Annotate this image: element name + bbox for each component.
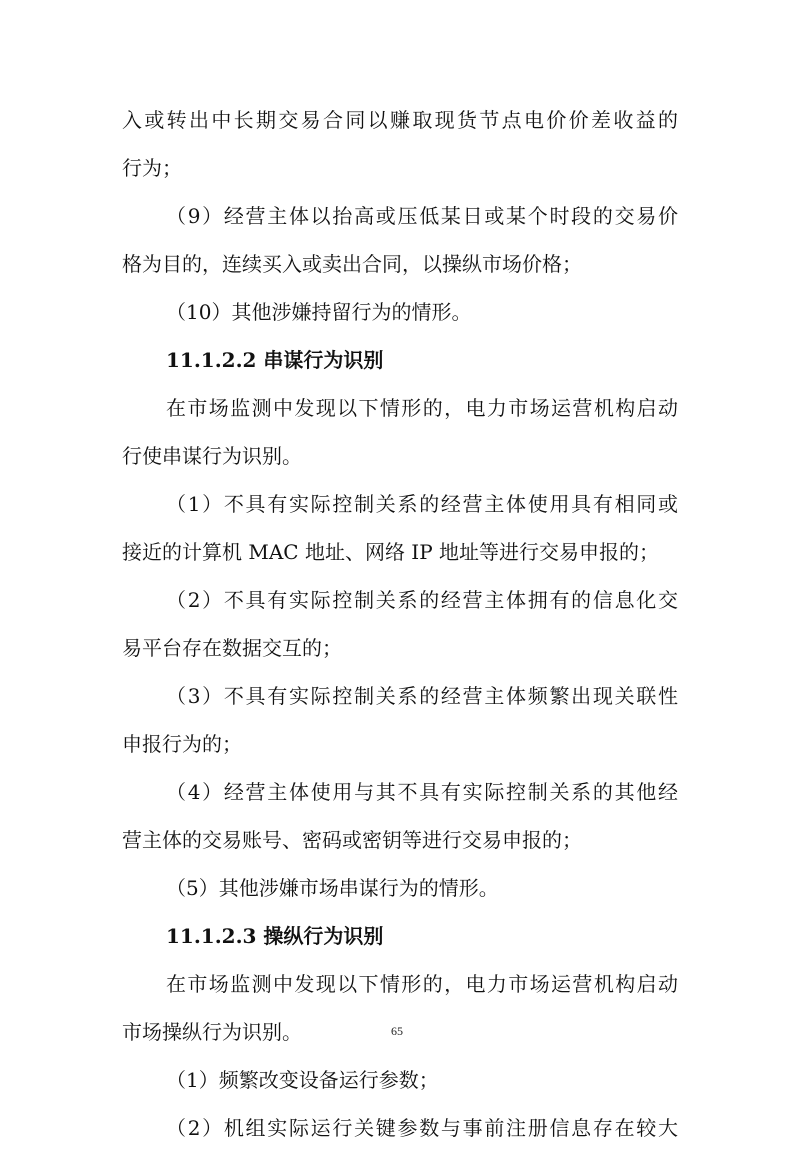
text-line: 在市场监测中发现以下情形的，电力市场运营机构启动 [166, 396, 678, 420]
text-line: 行为； [122, 156, 182, 180]
text-line: （10）其他涉嫌持留行为的情形。 [166, 300, 472, 324]
text-line: 营主体的交易账号、密码或密钥等进行交易申报的； [122, 828, 582, 852]
section-heading: 11.1.2.3 操纵行为识别 [166, 924, 384, 948]
text-line: （3）不具有实际控制关系的经营主体频繁出现关联性 [166, 684, 678, 708]
text-line: 市场操纵行为识别。 [122, 1020, 302, 1044]
text-line: 格为目的，连续买入或卖出合同，以操纵市场价格； [122, 252, 582, 276]
text-line: （1）不具有实际控制关系的经营主体使用具有相同或 [166, 492, 678, 516]
text-line: （4）经营主体使用与其不具有实际控制关系的其他经 [166, 780, 678, 804]
text-line: 在市场监测中发现以下情形的，电力市场运营机构启动 [166, 972, 678, 996]
section-heading: 11.1.2.2 串谋行为识别 [166, 348, 384, 372]
text-line: （1）频繁改变设备运行参数； [166, 1068, 439, 1092]
text-line: 接近的计算机 MAC 地址、网络 IP 地址等进行交易申报的； [122, 540, 660, 564]
page-number: 65 [391, 1024, 403, 1038]
text-line: 易平台存在数据交互的； [122, 636, 342, 660]
text-line: 申报行为的； [122, 732, 242, 756]
text-line: （9）经营主体以抬高或压低某日或某个时段的交易价 [166, 204, 678, 228]
text-line: 行使串谋行为识别。 [122, 444, 302, 468]
document-body [122, 96, 678, 1152]
text-line: （5）其他涉嫌市场串谋行为的情形。 [166, 876, 499, 900]
text-line: （2）不具有实际控制关系的经营主体拥有的信息化交 [166, 588, 678, 612]
text-line: 入或转出中长期交易合同以赚取现货节点电价价差收益的 [122, 108, 678, 132]
text-line: （2）机组实际运行关键参数与事前注册信息存在较大 [166, 1116, 678, 1140]
